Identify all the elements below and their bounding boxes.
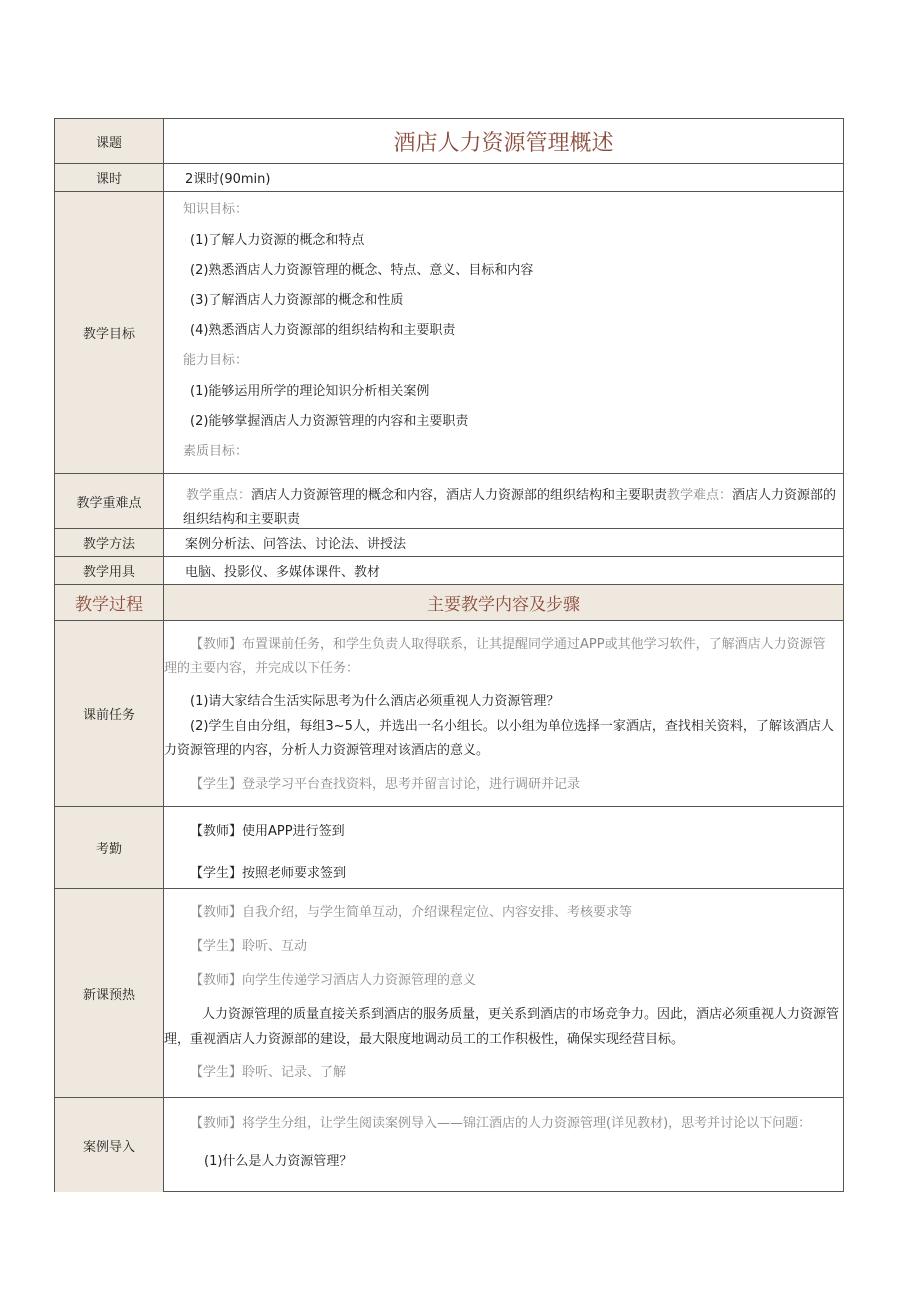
row-topic xyxy=(55,119,843,163)
methods-cell xyxy=(164,529,843,556)
diff-text-2: 组织结构和主要职责 xyxy=(183,512,301,527)
attendance-student: 【学生】按照老师要求签到 xyxy=(190,866,347,881)
topic-cell xyxy=(164,119,843,163)
pre-task-2a: (2)学生自由分组，每组3~5人，并选出一名小组长。以小组为单位选择一家酒店，查找相关资料，了解该酒店人 xyxy=(190,719,834,734)
pre-teacher-line-1 xyxy=(190,633,826,652)
case-q1: (1)什么是人力资源管理？ xyxy=(204,1154,353,1169)
warmup-para-1: 人力资源管理的质量直接关系到酒店的服务质量，更关系到酒店的市场竞争力。因此，酒店必须重视人力资源管 xyxy=(202,1007,840,1022)
warmup-s1-tag: 【学生】 xyxy=(190,939,243,954)
row-objectives xyxy=(55,191,843,473)
topic-label: 课题 xyxy=(55,119,164,163)
diff-text-1: 酒店人力资源部的 xyxy=(732,488,837,503)
case-intro-cell xyxy=(164,1098,843,1192)
hours-value: 2课时(90min) xyxy=(185,172,271,187)
tools-label: 教学用具 xyxy=(55,557,164,584)
lesson-plan-table xyxy=(54,118,844,1192)
warmup-label: 新课预热 xyxy=(55,889,164,1097)
knowledge-head: 知识目标： xyxy=(183,202,249,217)
warmup-student-1 xyxy=(190,935,307,954)
row-process-head xyxy=(55,584,843,620)
row-pre-class xyxy=(55,620,843,806)
warmup-student-2 xyxy=(190,1061,346,1080)
pre-student-line xyxy=(190,773,580,792)
pre-teacher-text-2: 理的主要内容，并完成以下任务： xyxy=(164,661,360,676)
knowledge-item: (1)了解人力资源的概念和特点 xyxy=(190,233,365,248)
tools-cell xyxy=(164,557,843,584)
case-teacher-tag: 【教师】 xyxy=(190,1116,243,1131)
objectives-label: 教学目标 xyxy=(55,192,164,473)
knowledge-item: (3)了解酒店人力资源部的概念和性质 xyxy=(190,293,404,308)
tools-value: 电脑、投影仪、多媒体课件、教材 xyxy=(185,565,381,580)
warmup-t2-text: 向学生传递学习酒店人力资源管理的意义 xyxy=(242,973,477,988)
keypoints-label: 教学重难点 xyxy=(55,474,164,528)
methods-value: 案例分析法、问答法、讨论法、讲授法 xyxy=(185,537,407,552)
pre-class-cell xyxy=(164,621,843,806)
warmup-t1-tag: 【教师】 xyxy=(190,905,243,920)
knowledge-item: (4)熟悉酒店人力资源部的组织结构和主要职责 xyxy=(190,323,456,338)
quality-head: 素质目标： xyxy=(183,444,249,459)
ability-item: (1)能够运用所学的理论知识分析相关案例 xyxy=(190,384,430,399)
warmup-s2-tag: 【学生】 xyxy=(190,1065,243,1080)
keypoints-line-1 xyxy=(186,484,836,503)
ability-item: (2)能够掌握酒店人力资源管理的内容和主要职责 xyxy=(190,414,469,429)
ability-head: 能力目标： xyxy=(183,353,249,368)
knowledge-item: (2)熟悉酒店人力资源管理的概念、特点、意义、目标和内容 xyxy=(190,263,534,278)
process-head-left: 教学过程 xyxy=(55,585,164,620)
pre-task-2b: 力资源管理的内容，分析人力资源管理对该酒店的意义。 xyxy=(164,743,490,758)
warmup-teacher-1 xyxy=(190,901,632,920)
diff-head: 教学难点： xyxy=(667,488,733,503)
lesson-title: 酒店人力资源管理概述 xyxy=(393,130,614,156)
keypoints-cell xyxy=(164,474,843,528)
warmup-cell xyxy=(164,889,843,1097)
warmup-para-2: 理，重视酒店人力资源部的建设，最大限度地调动员工的工作积极性，确保实现经营目标。 xyxy=(164,1032,685,1047)
attendance-teacher: 【教师】使用APP进行签到 xyxy=(190,824,345,839)
warmup-t2-tag: 【教师】 xyxy=(190,973,243,988)
warmup-teacher-2 xyxy=(190,969,476,988)
pre-task-1: (1)请大家结合生活实际思考为什么酒店必须重视人力资源管理？ xyxy=(190,694,560,709)
warmup-s1-text: 聆听、互动 xyxy=(242,939,308,954)
objectives-cell xyxy=(164,192,843,473)
attendance-label: 考勤 xyxy=(55,807,164,888)
row-methods xyxy=(55,528,843,556)
warmup-s2-text: 聆听、记录、了解 xyxy=(242,1065,347,1080)
row-warmup xyxy=(55,888,843,1097)
row-case-intro xyxy=(55,1097,843,1192)
row-hours xyxy=(55,163,843,191)
hours-label: 课时 xyxy=(55,164,164,191)
pre-class-label: 课前任务 xyxy=(55,621,164,806)
pre-student-tag: 【学生】 xyxy=(190,777,243,792)
pre-student-text: 登录学习平台查找资料，思考并留言讨论，进行调研并记录 xyxy=(242,777,581,792)
process-head-right: 主要教学内容及步骤 xyxy=(427,595,580,615)
pre-teacher-tag: 【教师】 xyxy=(190,637,243,652)
row-keypoints xyxy=(55,473,843,528)
key-head: 教学重点： xyxy=(186,488,252,503)
methods-label: 教学方法 xyxy=(55,529,164,556)
hours-cell xyxy=(164,164,843,191)
attendance-cell xyxy=(164,807,843,888)
case-teacher-text: 将学生分组，让学生阅读案例导入——锦江酒店的人力资源管理(详见教材)，思考并讨论以下问题： xyxy=(242,1116,812,1131)
key-text: 酒店人力资源管理的概念和内容，酒店人力资源部的组织结构和主要职责 xyxy=(251,488,668,503)
row-attendance xyxy=(55,806,843,888)
pre-teacher-text-1: 布置课前任务，和学生负责人取得联系，让其提醒同学通过APP或其他学习软件，了解酒店人力资源管 xyxy=(242,637,826,652)
row-tools xyxy=(55,556,843,584)
case-intro-label: 案例导入 xyxy=(55,1098,164,1192)
case-teacher-line xyxy=(190,1112,811,1131)
warmup-t1-text: 自我介绍，与学生简单互动，介绍课程定位、内容安排、考核要求等 xyxy=(242,905,633,920)
process-head-cell xyxy=(164,585,843,620)
